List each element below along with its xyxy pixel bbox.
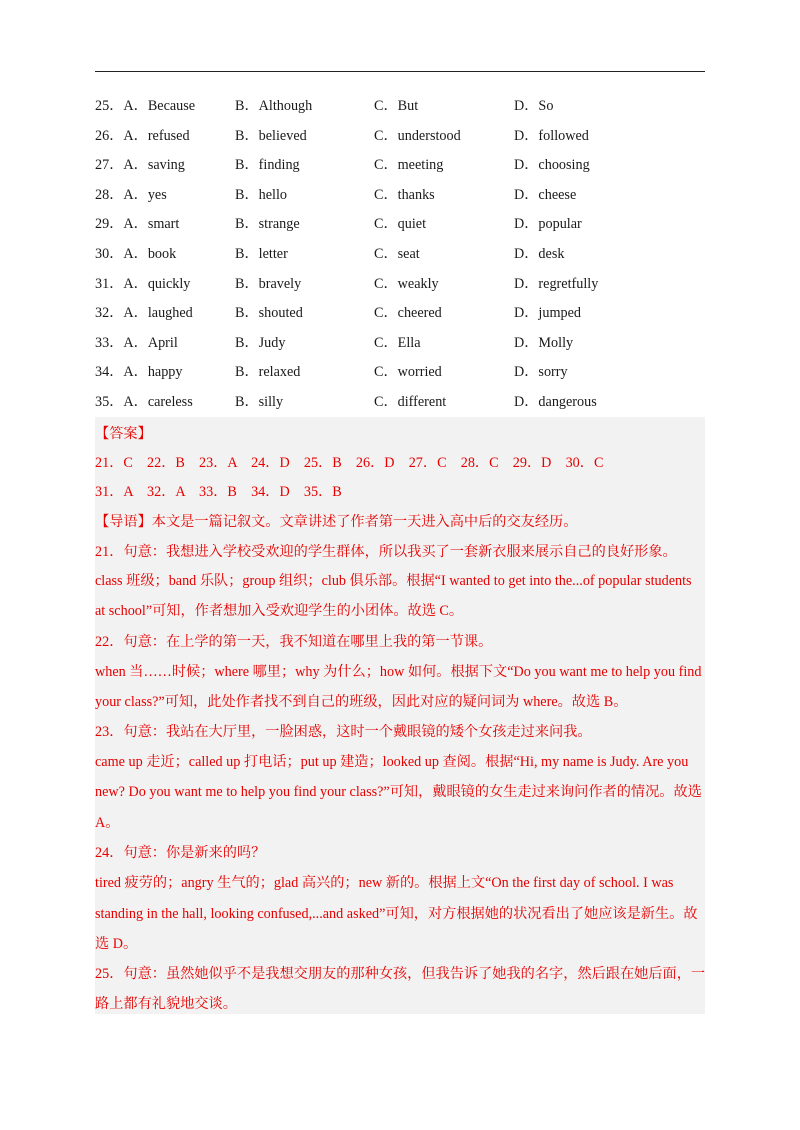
option-number-and-a <box>95 329 178 359</box>
answer-key-row-2: 31．A 32．A 33．B 34．D 35．B <box>95 484 342 500</box>
options-list <box>95 92 705 418</box>
option-c: C．thanks <box>374 186 435 203</box>
option-d: D．dangerous <box>514 393 597 410</box>
option-row <box>95 181 705 211</box>
option-b: B．shouted <box>235 305 303 322</box>
option-a: A．quickly <box>123 275 191 292</box>
option-d: D．desk <box>514 245 565 262</box>
question-number: 26． <box>95 127 124 144</box>
option-b: B．relaxed <box>235 364 301 381</box>
answer-heading: 【答案】 <box>95 426 152 442</box>
option-row <box>95 358 705 388</box>
option-d: D．choosing <box>514 157 590 174</box>
q21-explanation-line-2: at school”可知，作者想加入受欢迎学生的小团体。故选 C。 <box>95 603 464 619</box>
option-row <box>95 240 705 270</box>
q23-explanation-line-2: new? Do you want me to help you find your class?”可知，戴眼镜的女生走过来询问作者的情况。故选 <box>95 784 702 800</box>
option-c: C．different <box>374 393 447 410</box>
answer-section <box>95 417 705 1014</box>
option-a: A．careless <box>123 393 193 410</box>
option-a: A．saving <box>123 157 185 174</box>
question-number: 34． <box>95 364 124 381</box>
option-a: A．laughed <box>123 305 193 322</box>
question-number: 32． <box>95 305 124 322</box>
option-row <box>95 92 705 122</box>
option-a: A．book <box>123 245 177 262</box>
q25-translation: 25．句意：虽然她似乎不是我想交朋友的那种女孩，但我告诉了她我的名字，然后跟在她后面，一 <box>95 966 706 982</box>
option-a: A．happy <box>123 364 183 381</box>
option-d: D．cheese <box>514 186 577 203</box>
option-number-and-a <box>95 181 167 211</box>
option-b: B．Although <box>235 98 313 114</box>
option-row <box>95 270 705 300</box>
option-number-and-a <box>95 210 179 240</box>
option-d: D．popular <box>514 216 582 233</box>
header-rule <box>95 71 705 72</box>
q24-explanation-line-1: tired 疲劳的；angry 生气的；glad 高兴的；new 新的。根据上文“On the first day of school. I was <box>95 875 674 891</box>
q22-translation: 22．句意：在上学的第一天，我不知道在哪里上我的第一节课。 <box>95 634 493 650</box>
option-d: D．jumped <box>514 305 581 322</box>
option-c: C．worried <box>374 364 442 381</box>
option-c: C．cheered <box>374 305 442 322</box>
q24-translation: 24．句意：你是新来的吗？ <box>95 845 266 861</box>
q24-explanation-line-3: 选 D。 <box>95 936 138 952</box>
guide-text: 【导语】本文是一篇记叙文。文章讲述了作者第一天进入高中后的交友经历。 <box>95 514 578 530</box>
option-number-and-a <box>95 151 185 181</box>
option-row <box>95 151 705 181</box>
option-a: A．yes <box>123 186 167 203</box>
option-a: A．Because <box>123 98 196 114</box>
q23-translation: 23．句意：我站在大厅里，一脸困惑，这时一个戴眼镜的矮个女孩走过来问我。 <box>95 724 592 740</box>
option-b: B．hello <box>235 186 288 203</box>
option-c: C．meeting <box>374 157 444 174</box>
question-number: 30． <box>95 245 124 262</box>
question-number: 25． <box>95 98 124 114</box>
option-b: B．silly <box>235 393 284 410</box>
q24-explanation-line-2: standing in the hall, looking confused,...and asked”可知，对方根据她的状况看出了她应该是新生。故 <box>95 906 698 922</box>
option-c: C．But <box>374 98 419 114</box>
question-number: 28． <box>95 186 124 203</box>
question-number: 35． <box>95 393 124 410</box>
q22-explanation-line-1: when 当……时候；where 哪里；why 为什么；how 如何。根据下文“Do you want me to help you find <box>95 664 702 680</box>
option-b: B．finding <box>235 157 300 174</box>
option-c: C．quiet <box>374 216 427 233</box>
answer-key-row-1: 21．C 22．B 23．A 24．D 25．B 26．D 27．C 28．C 29．D 30．C <box>95 455 604 471</box>
option-d: D．Molly <box>514 334 574 351</box>
option-a: A．April <box>123 334 178 351</box>
option-c: C．understood <box>374 127 461 144</box>
question-number: 29． <box>95 216 124 233</box>
option-number-and-a <box>95 299 193 329</box>
option-number-and-a <box>95 388 193 418</box>
q25-translation-line-2: 路上都有礼貌地交谈。 <box>95 996 237 1012</box>
q21-translation: 21．句意：我想进入学校受欢迎的学生群体，所以我买了一套新衣服来展示自己的良好形象。 <box>95 544 677 560</box>
question-number: 33． <box>95 334 124 351</box>
option-row <box>95 388 705 418</box>
option-row <box>95 299 705 329</box>
option-row <box>95 329 705 359</box>
q22-explanation-line-2: your class?”可知，此处作者找不到自己的班级，因此对应的疑问词为 where。故选 B。 <box>95 694 628 710</box>
option-d: D．sorry <box>514 364 568 381</box>
option-number-and-a <box>95 358 183 388</box>
option-a: A．smart <box>123 216 180 233</box>
option-c: C．seat <box>374 245 420 262</box>
q21-explanation-line-1: class 班级；band 乐队；group 组织；club 俱乐部。根据“I wanted to get into the...of popular students <box>95 573 692 589</box>
option-d: D．regretfully <box>514 275 599 292</box>
option-d: D．followed <box>514 127 589 144</box>
q23-explanation-line-1: came up 走近；called up 打电话；put up 建造；looked up 查阅。根据“Hi, my name is Judy. Are you <box>95 754 689 770</box>
option-row <box>95 210 705 240</box>
option-a: A．refused <box>123 127 190 144</box>
option-number-and-a <box>95 270 190 300</box>
option-number-and-a <box>95 92 195 122</box>
q23-explanation-line-3: A。 <box>95 815 120 831</box>
option-d: D．So <box>514 98 554 114</box>
option-c: C．Ella <box>374 334 421 351</box>
option-number-and-a <box>95 240 176 270</box>
question-number: 27． <box>95 157 124 174</box>
option-number-and-a <box>95 122 190 152</box>
option-c: C．weakly <box>374 275 439 292</box>
option-b: B．strange <box>235 216 300 233</box>
option-b: B．believed <box>235 127 307 144</box>
option-b: B．letter <box>235 245 288 262</box>
option-row <box>95 122 705 152</box>
option-b: B．Judy <box>235 334 286 351</box>
option-b: B．bravely <box>235 275 302 292</box>
question-number: 31． <box>95 275 124 292</box>
